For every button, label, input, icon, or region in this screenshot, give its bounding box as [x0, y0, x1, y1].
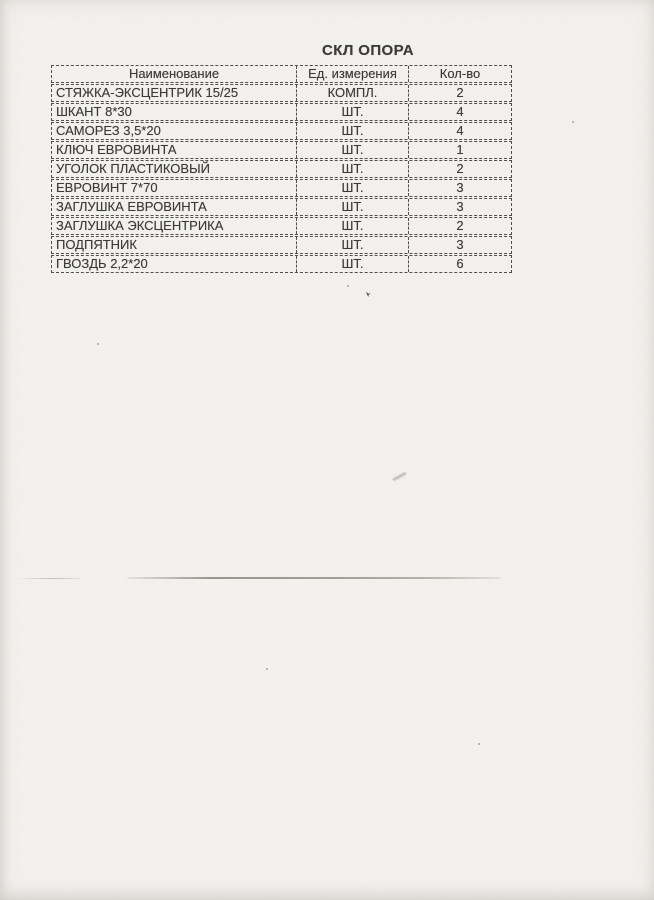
cell-name: УГОЛОК ПЛАСТИКОВЫЙ	[56, 161, 210, 176]
cell-name: ЕВРОВИНТ 7*70	[56, 180, 158, 195]
scan-dot	[97, 343, 99, 345]
cell-name: КЛЮЧ ЕВРОВИНТА	[56, 142, 177, 157]
table-row	[51, 122, 512, 140]
paper-crease-segment-left	[20, 578, 82, 579]
cell-qty: 2	[456, 85, 464, 100]
table-row	[51, 141, 512, 159]
cell-unit: ШТ.	[296, 161, 409, 177]
cell-unit: ШТ.	[296, 142, 409, 158]
table-row	[51, 160, 512, 178]
cell-name: СТЯЖКА-ЭКСЦЕНТРИК 15/25	[56, 85, 239, 100]
cell-qty: 1	[456, 142, 464, 157]
table-row	[51, 217, 512, 235]
cell-unit: ШТ.	[296, 199, 409, 215]
ink-speck	[366, 292, 371, 297]
cell-qty: 2	[456, 161, 464, 176]
pencil-smudge	[392, 472, 407, 482]
parts-table	[51, 65, 512, 273]
cell-qty: 2	[456, 218, 464, 233]
table-row	[51, 236, 512, 254]
table-row	[51, 84, 512, 102]
scan-dot	[347, 285, 349, 287]
cell-qty: 3	[456, 199, 464, 214]
cell-qty: 3	[456, 180, 464, 195]
document-title: СКЛ ОПОРА	[322, 42, 414, 59]
cell-unit: ШТ.	[296, 218, 409, 234]
cell-qty: 6	[456, 256, 464, 271]
column-header-name: Наименование	[128, 66, 220, 81]
cell-name: ПОДПЯТНИК	[56, 237, 137, 252]
paper-crease-segment-right	[127, 577, 501, 579]
cell-name: САМОРЕЗ 3,5*20	[56, 123, 161, 138]
cell-name: ГВОЗДЬ 2,2*20	[56, 256, 148, 271]
cell-name: ЗАГЛУШКА ЭКСЦЕНТРИКА	[56, 218, 224, 233]
cell-name: ШКАНТ 8*30	[56, 104, 132, 119]
cell-unit: ШТ.	[296, 180, 409, 196]
column-header-unit: Ед. измерения	[296, 66, 409, 82]
cell-qty: 4	[456, 123, 464, 138]
cell-name: ЗАГЛУШКА ЕВРОВИНТА	[56, 199, 207, 214]
cell-unit: ШТ.	[296, 237, 409, 253]
cell-unit: ШТ.	[296, 123, 409, 139]
table-row	[51, 179, 512, 197]
cell-unit: ШТ.	[296, 104, 409, 120]
scan-dot	[478, 743, 480, 745]
cell-unit: ШТ.	[296, 256, 409, 272]
cell-unit: КОМПЛ.	[296, 85, 409, 101]
cell-qty: 4	[456, 104, 464, 119]
table-header-row	[51, 65, 512, 83]
column-header-qty: Кол-во	[439, 66, 481, 81]
scan-dot	[266, 668, 268, 670]
cell-qty: 3	[456, 237, 464, 252]
scan-dot	[572, 121, 574, 123]
table-row	[51, 198, 512, 216]
table-row	[51, 255, 512, 273]
table-row	[51, 103, 512, 121]
